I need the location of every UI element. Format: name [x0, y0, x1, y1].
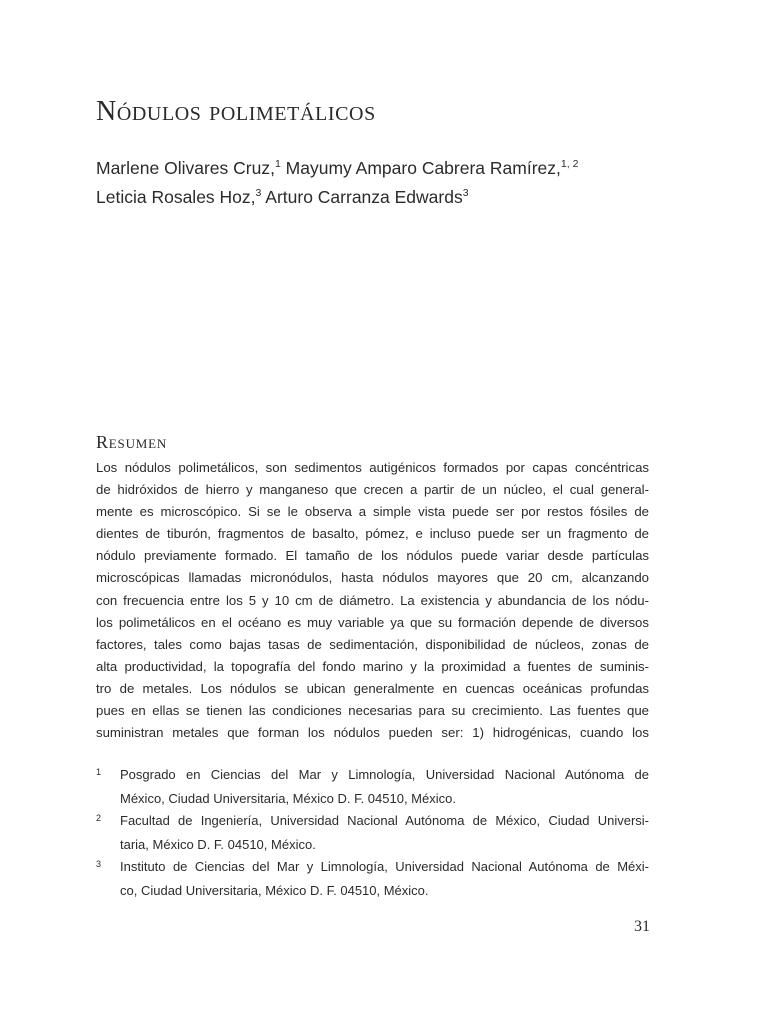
abstract-line: tro de metales. Los nódulos se ubican generalmente en cuencas oceánicas profundas [96, 680, 649, 696]
abstract-body [96, 457, 649, 744]
author-affiliation-mark: 1 [274, 158, 281, 170]
abstract-line: suministran metales que forman los nódulos pueden ser: 1) hidrogénicas, cuando los [96, 725, 649, 741]
footnote-line: México, Ciudad Universitaria, México D. F. 04510, México. [120, 791, 456, 806]
author-name: Mayumy Amparo Cabrera Ramírez, [280, 158, 561, 178]
chapter-title: Nódulos polimetálicos [96, 96, 376, 127]
author-line-1 [96, 154, 696, 183]
abstract-line: nódulo previamente formado. El tamaño de los nódulos puede variar desde partículas [96, 548, 649, 564]
page-number: 31 [634, 918, 650, 935]
author-affiliation-mark: 1, 2 [560, 158, 579, 170]
author-name: Arturo Carranza Edwards [261, 187, 463, 207]
footnote [96, 764, 649, 810]
abstract-line: Los nódulos polimetálicos, son sedimentos autigénicos formados por capas concéntricas [96, 460, 649, 475]
abstract-line: alta productividad, la topografía del fondo marino y la proximidad a fuentes de suminis- [96, 658, 649, 674]
footnote [96, 810, 649, 856]
footnote-line: Posgrado en Ciencias del Mar y Limnología, Universidad Nacional Autónoma de [120, 767, 649, 782]
footnotes [96, 764, 649, 902]
abstract-line: de hidróxidos de hierro y manganeso que crecen a partir de un núcleo, el cual general- [96, 482, 649, 498]
author-list [96, 154, 696, 212]
author-line-2 [96, 183, 696, 212]
abstract-line: dientes de tiburón, fragmentos de basalto, pómez, e incluso puede ser un fragmento de [96, 526, 649, 542]
author-name: Leticia Rosales Hoz, [96, 187, 256, 207]
author-affiliation-mark: 3 [462, 187, 469, 199]
abstract-line: microscópicas llamadas micronódulos, hasta nódulos mayores que 20 cm, alcanzando [96, 570, 649, 586]
abstract-line: factores, tales como bajas tasas de sedimentación, disponibilidad de núcleos, zonas de [96, 636, 649, 652]
abstract-line: los polimetálicos en el océano es muy variable ya que su formación depende de diversos [96, 614, 649, 630]
footnote-line: Instituto de Ciencias del Mar y Limnología, Universidad Nacional Autónoma de Méxi- [120, 859, 649, 874]
author-affiliation-mark: 3 [255, 187, 262, 199]
abstract-heading: Resumen [96, 432, 168, 452]
footnote-number: 2 [96, 813, 102, 823]
footnote-number: 3 [96, 859, 102, 869]
footnote-line: co, Ciudad Universitaria, México D. F. 04510, México. [120, 883, 429, 898]
footnote [96, 856, 649, 902]
abstract-line: mente es microscópico. Si se le observa a simple vista puede ser por restos fósiles de [96, 504, 649, 520]
footnote-line: Facultad de Ingeniería, Universidad Nacional Autónoma de México, Ciudad Universi- [120, 813, 649, 828]
footnote-line: taria, México D. F. 04510, México. [120, 837, 316, 852]
author-name: Marlene Olivares Cruz, [96, 158, 275, 178]
abstract-line: con frecuencia entre los 5 y 10 cm de diámetro. La existencia y abundancia de los nódu- [96, 592, 649, 608]
footnote-number: 1 [96, 767, 102, 777]
abstract-line: pues en ellas se tienen las condiciones necesarias para su crecimiento. Las fuentes que [96, 703, 649, 719]
